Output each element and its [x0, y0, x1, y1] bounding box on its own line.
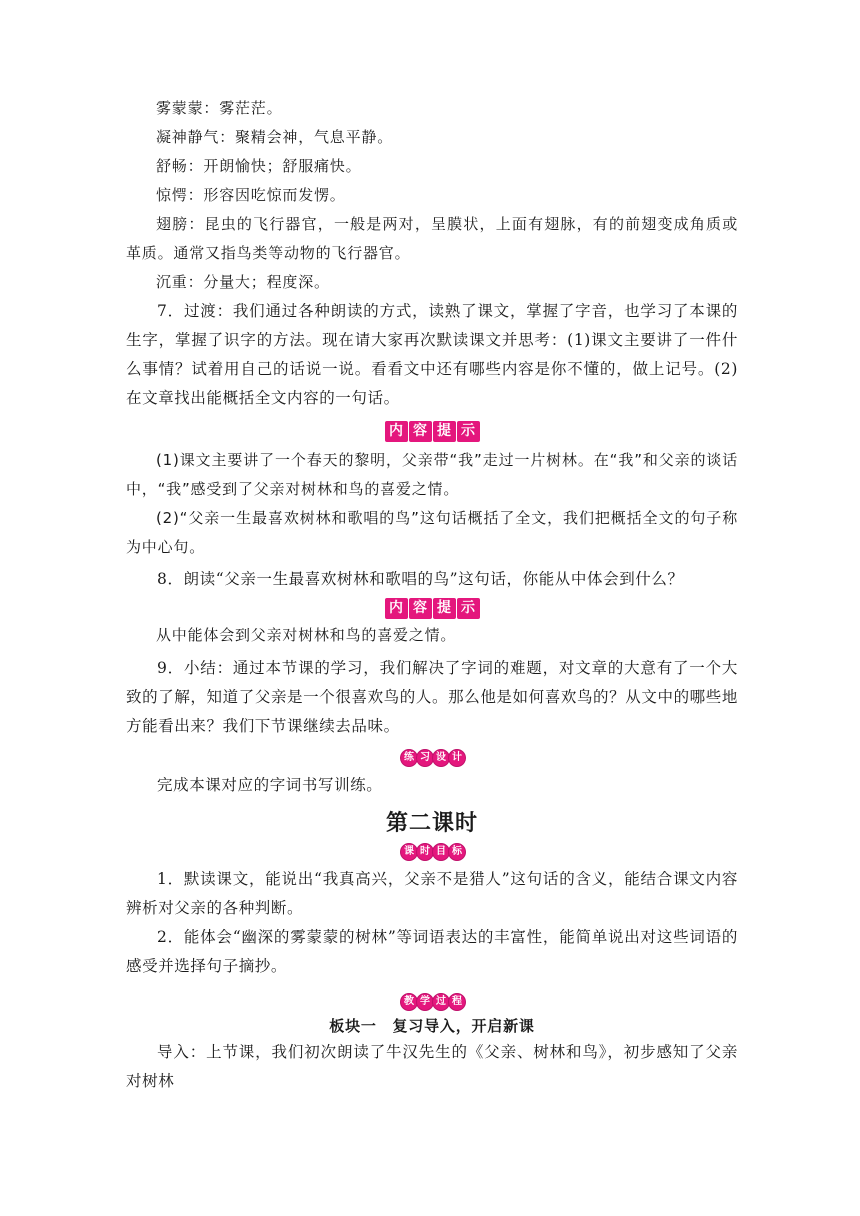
- intro-paragraph: 导入：上节课，我们初次朗读了牛汉先生的《父亲、树林和鸟》，初步感知了父亲对树林: [126, 1043, 738, 1090]
- practice-paragraph: 完成本课对应的字词书写训练。: [157, 776, 383, 794]
- goal-item: 2．能体会“幽深的雾蒙蒙的树林”等词语表达的丰富性，能简单说出对这些词语的感受并选择句子摘抄。: [126, 928, 738, 975]
- content-hint-badge: 内 容 提 示: [126, 421, 738, 442]
- vocab-item: 沉重：分量大；程度深。: [156, 273, 330, 291]
- section-title: 板块一 复习导入，开启新课: [329, 1017, 535, 1035]
- vocab-item: 翅膀：昆虫的飞行器官，一般是两对，呈膜状，上面有翅脉，有的前翅变成角质或革质。通常又指鸟类等动物的飞行器官。: [126, 215, 738, 262]
- vocab-item: 惊愕：形容因吃惊而发愣。: [156, 186, 346, 204]
- goal-item: 1．默读课文，能说出“我真高兴，父亲不是猎人”这句话的含义，能结合课文内容辨析对父亲的各种判断。: [126, 870, 738, 917]
- teaching-process-badge: 教 学 过 程: [126, 993, 738, 1011]
- lesson-title: 第二课时: [385, 811, 478, 836]
- page-content: [126, 0, 738, 1096]
- vocab-item: 舒畅：开朗愉快；舒服痛快。: [156, 157, 362, 175]
- practice-design-badge: 练 习 设 计: [126, 749, 738, 767]
- vocab-item: 凝神静气：聚精会神，气息平静。: [156, 128, 394, 146]
- hint-paragraph: (2)“父亲一生最喜欢树林和歌唱的鸟”这句话概括了全文，我们把概括全文的句子称为中心句。: [126, 509, 738, 556]
- step-9-paragraph: 9．小结：通过本节课的学习，我们解决了字词的难题，对文章的大意有了一个大致的了解，知道了父亲是一个很喜欢鸟的人。那么他是如何喜欢鸟的？从文中的哪些地方能看出来？我们下节课继续去品味。: [126, 659, 738, 735]
- hint-paragraph: (1)课文主要讲了一个春天的黎明，父亲带“我”走过一片树林。在“我”和父亲的谈话中，“我”感受到了父亲对树林和鸟的喜爱之情。: [126, 451, 738, 498]
- step-7-paragraph: 7．过渡：我们通过各种朗读的方式，读熟了课文，掌握了字音，也学习了本课的生字，掌握了识字的方法。现在请大家再次默读课文并思考：(1)课文主要讲了一件什么事情？试着用自己的话说一说。看看文中还有哪些内容是你不懂的，做上记号。(2)在文章找出能概括全文内容的一句话。: [126, 302, 738, 407]
- vocab-item: 雾蒙蒙：雾茫茫。: [156, 99, 283, 117]
- step-8-paragraph: 8．朗读“父亲一生最喜欢树林和歌唱的鸟”这句话，你能从中体会到什么？: [157, 570, 684, 588]
- hint-paragraph: 从中能体会到父亲对树林和鸟的喜爱之情。: [156, 626, 457, 644]
- content-hint-badge: 内 容 提 示: [126, 598, 738, 619]
- lesson-goal-badge: 课 时 目 标: [126, 843, 738, 861]
